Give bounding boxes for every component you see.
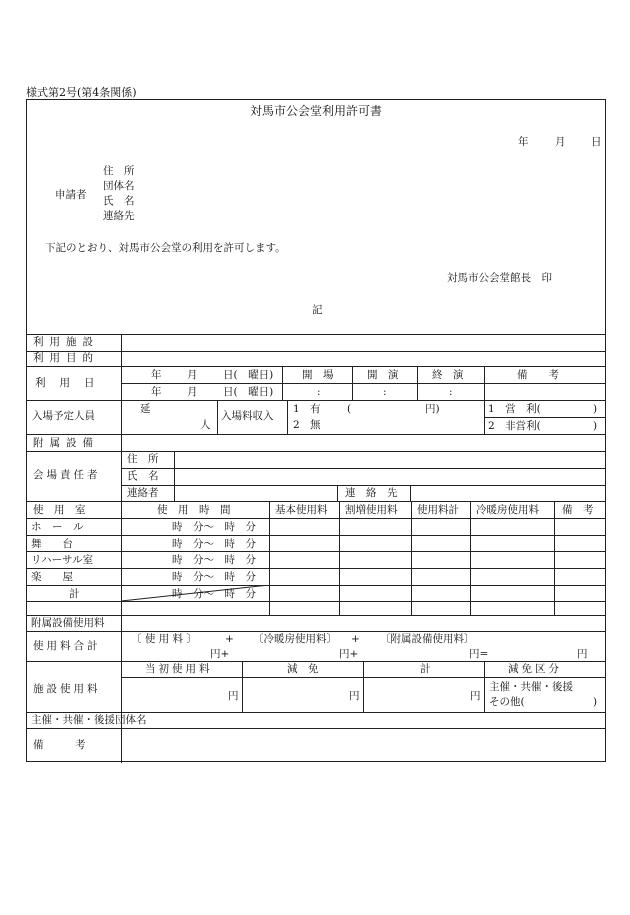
facility-yen-2: 円 — [349, 690, 360, 702]
time-row-5: 時 分〜 時 分 — [172, 588, 256, 600]
colon-kaien: : — [383, 386, 387, 398]
label-equipment: 附属設備 — [33, 437, 99, 449]
issuer-signature: 対馬市公会堂館長 印 — [447, 272, 552, 284]
date1-month: 月 — [187, 369, 198, 381]
header-shuen: 終 演 — [432, 369, 464, 381]
header-kaijo: 開 場 — [302, 369, 334, 381]
option-no: 2 無 — [293, 419, 321, 431]
date2-day: 日( 曜日) — [223, 386, 274, 398]
fee-total-yen-3: 円= — [469, 648, 489, 660]
th-basic-fee: 基本使用料 — [275, 504, 328, 516]
option-nonprofit: 2 非営利( — [488, 420, 541, 432]
date2-month: 月 — [187, 386, 198, 398]
time-row-4: 時 分〜 時 分 — [172, 571, 256, 583]
manager-address: 住 所 — [127, 453, 159, 465]
category-host: 主催・共催・後援 — [489, 681, 573, 693]
label-fee-income: 入場料収入 — [221, 410, 274, 422]
label-expected-attendance: 入場予定人員 — [32, 410, 95, 422]
paren-close-1: ) — [593, 403, 598, 415]
th-room: 使 用 室 — [33, 504, 86, 516]
applicant-contact: 連絡先 — [103, 210, 135, 222]
applicant-address: 住 所 — [103, 165, 135, 177]
form-title: 対馬市公会堂利用許可書 — [249, 104, 382, 118]
fee-total-plus-2: + — [351, 633, 360, 645]
fee-total-yen-4: 円 — [577, 648, 588, 660]
fee-total-yen-2: 円+ — [339, 648, 359, 660]
manager-contact-tel: 連 絡 先 — [345, 487, 398, 499]
time-row-3: 時 分〜 時 分 — [172, 554, 256, 566]
room-dressing: 楽 屋 — [31, 571, 73, 583]
label-fee-total: 使用料合計 — [33, 640, 101, 652]
category-other: その他( — [489, 696, 525, 708]
th-extra-fee: 割増使用料 — [345, 504, 398, 516]
label-purpose: 利用目的 — [33, 352, 99, 364]
th-fee-subtotal: 使用料計 — [417, 504, 459, 516]
time-row-1: 時 分〜 時 分 — [172, 521, 256, 533]
facility-yen-1: 円 — [228, 690, 239, 702]
header-kaien: 開 演 — [367, 369, 399, 381]
ki-heading: 記 — [312, 304, 323, 316]
nobe-text: 延 — [140, 403, 151, 415]
form-code: 様式第2号(第4条関係) — [26, 86, 137, 99]
manager-name: 氏 名 — [127, 470, 159, 482]
date2-year: 年 — [151, 386, 162, 398]
room-stage: 舞 台 — [31, 538, 73, 550]
permit-statement: 下記のとおり、対馬市公会堂の利用を許可します。 — [45, 242, 286, 254]
label-equipment-fee: 附属設備使用料 — [31, 617, 105, 629]
room-rehearsal: リハーサル室 — [31, 554, 94, 566]
fee-total-usage: 〔 使 用 料 〕 — [131, 633, 197, 645]
permit-form — [26, 99, 606, 762]
nin-text: 人 — [200, 419, 211, 431]
th-reduction: 減 免 — [287, 663, 319, 675]
date1-day: 日( 曜日) — [223, 369, 274, 381]
facility-yen-3: 円 — [470, 690, 481, 702]
applicant-name: 氏 名 — [103, 195, 135, 207]
fee-total-yen-1: 円+ — [210, 648, 230, 660]
fee-total-equipment: 〔附属設備使用料〕 — [380, 633, 475, 645]
label-use-date: 利用日 — [35, 377, 109, 389]
th-aircon-fee: 冷暖房使用料 — [476, 504, 539, 516]
total-label: 計 — [69, 588, 80, 600]
label-manager: 会場責任者 — [33, 469, 101, 481]
paren-open: ( — [347, 403, 352, 415]
time-row-2: 時 分〜 時 分 — [172, 538, 256, 550]
th-subtotal: 計 — [420, 663, 431, 675]
header-biko: 備 考 — [517, 369, 559, 381]
label-remarks: 備 考 — [33, 739, 86, 751]
date-month: 月 — [555, 136, 566, 148]
label-facility: 利用施設 — [33, 336, 99, 348]
date-year: 年 — [518, 136, 529, 148]
applicant-label: 申請者 — [55, 189, 87, 201]
th-initial-fee: 当初使用料 — [145, 663, 213, 675]
applicant-group: 団体名 — [103, 180, 135, 192]
fee-total-plus-1: + — [225, 633, 234, 645]
label-sponsor: 主催・共催・後援団体名 — [31, 714, 147, 726]
date-day: 日 — [591, 136, 602, 148]
manager-contact-person: 連絡者 — [127, 487, 159, 499]
room-hall: ホ ー ル — [31, 521, 84, 533]
yen-close: 円) — [425, 403, 440, 415]
category-other-close: ) — [593, 696, 598, 708]
th-reduction-category: 減免区分 — [508, 663, 562, 675]
label-facility-fee: 施設使用料 — [33, 683, 101, 695]
date1-year: 年 — [151, 369, 162, 381]
fee-total-aircon: 〔冷暖房使用料〕 — [253, 633, 337, 645]
colon-shuen: : — [449, 386, 453, 398]
option-profit: 1 営 利( — [488, 403, 541, 415]
th-time: 使 用 時 間 — [157, 504, 231, 516]
colon-kaijo: : — [317, 386, 321, 398]
th-remarks: 備 考 — [562, 504, 594, 516]
paren-close-2: ) — [593, 420, 598, 432]
option-yes: 1 有 — [293, 403, 321, 415]
